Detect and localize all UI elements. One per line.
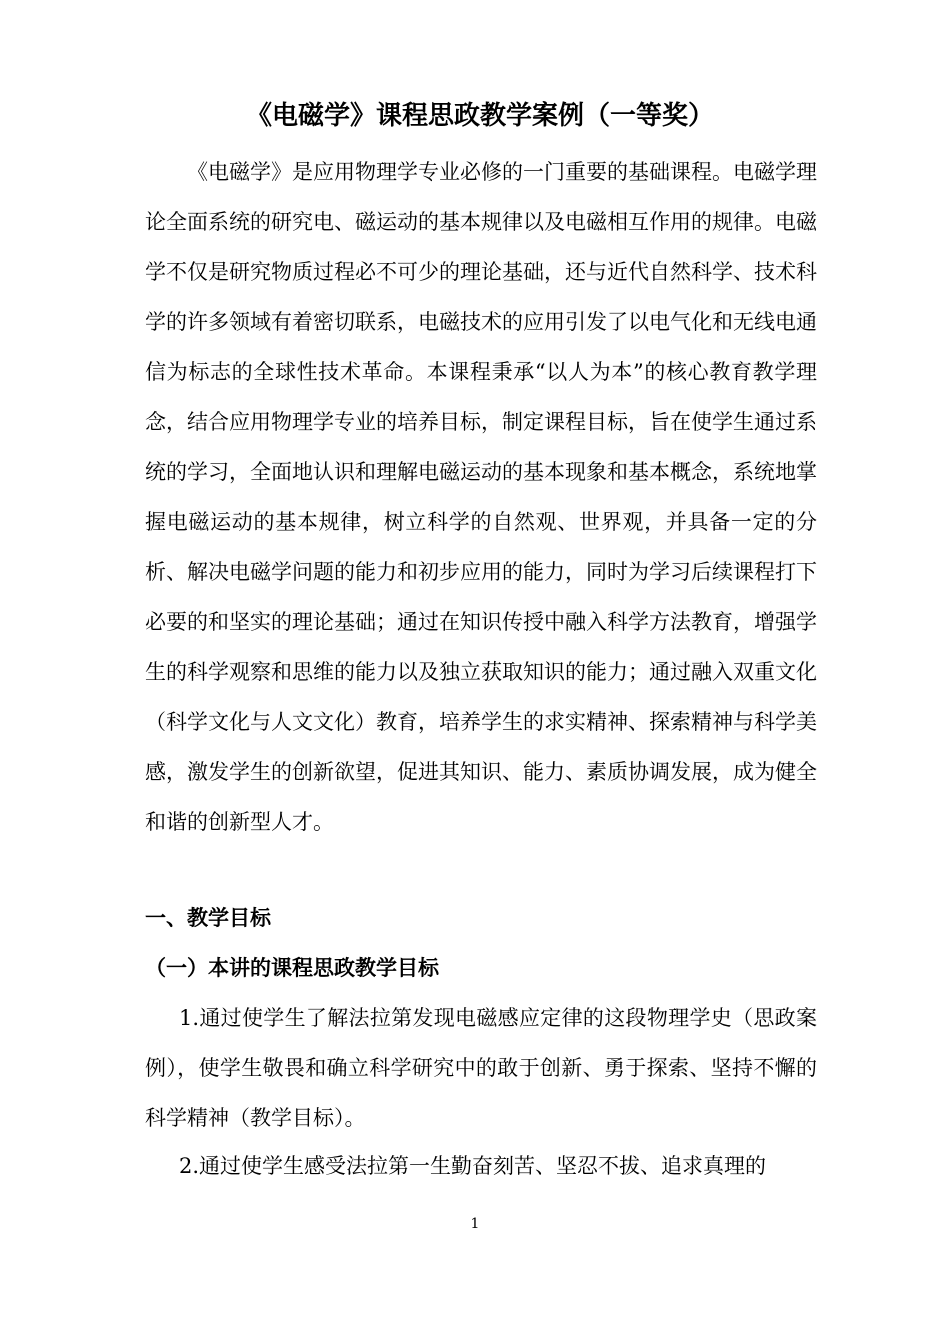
page-number: 1 bbox=[470, 1216, 480, 1232]
intro-paragraph: 《电磁学》是应用物理学专业必修的一门重要的基础课程。电磁学理论全面系统的研究电、磁运动的基本规律以及电磁相互作用的规律。电磁学不仅是研究物质过程必不可少的理论基础，还与近代自然科学、技术科学的许多领域有着密切联系，电磁技术的应用引发了以电气化和无线电通信为标志的全球性技术革命。本课程秉承“以人为本”的核心教育教学理念，结合应用物理学专业的培养目标，制定课程目标，旨在使学生通过系统的学习，全面地认识和理解电磁运动的基本现象和基本概念，系统地掌握电磁运动的基本规律，树立科学的自然观、世界观，并具备一定的分析、解决电磁学问题的能力和初步应用的能力，同时为学习后续课程打下必要的和坚实的理论基础；通过在知识传授中融入科学方法教育，增强学生的科学观察和思维的能力以及独立获取知识的能力；通过融入双重文化（科学文化与人文文化）教育，培养学生的求实精神、探索精神与科学美感，激发学生的创新欲望，促进其知识、能力、素质协调发展，成为健全和谐的创新型人才。 bbox=[145, 160, 817, 834]
section-heading: 一、教学目标 bbox=[145, 906, 271, 930]
goal-paragraph-2: 2.通过使学生感受法拉第一生勤奋刻苦、坚忍不拔、追求真理的 bbox=[179, 1154, 767, 1178]
subsection-heading: （一）本讲的课程思政教学目标 bbox=[145, 956, 439, 980]
document-title: 《电磁学》课程思政教学案例（一等奖） bbox=[245, 101, 714, 131]
goal-paragraph-1: 1.通过使学生了解法拉第发现电磁感应定律的这段物理学史（思政案例），使学生敬畏和确立科学研究中的敢于创新、勇于探索、坚持不懈的科学精神（教学目标）。 bbox=[145, 1006, 817, 1130]
